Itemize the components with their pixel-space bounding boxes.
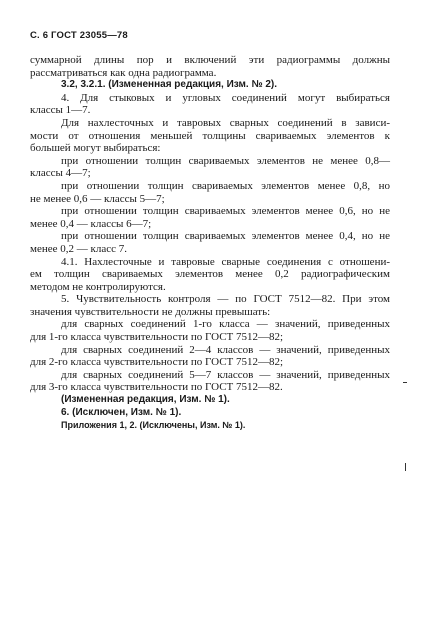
text-line: при отношении толщин свариваемых элементов менее 0,4, но не — [61, 230, 390, 243]
text-line: для 3-го класса чувствительности по ГОСТ 7512—82. — [30, 381, 283, 394]
text-line: 5. Чувствительность контроля — по ГОСТ 7512—82. При этом — [61, 293, 390, 306]
appendix-note: Приложения 1, 2. (Исключены, Изм. № 1). — [61, 420, 246, 431]
amendment-note: 3.2, 3.2.1. (Измененная редакция, Изм. № 2). — [61, 79, 278, 91]
text-line: менее 0,2 — класс 7. — [30, 242, 127, 255]
text-line: большей могут выбираться: — [30, 142, 161, 155]
text-line: ем толщин свариваемых элементов менее 0,2 радиографическим — [30, 268, 390, 281]
text-line: суммарной длины пор и включений эти радиограммы должны — [30, 54, 390, 66]
text-line: мости от отношения меньшей толщины свариваемых элементов к — [30, 129, 390, 142]
margin-mark — [405, 463, 406, 471]
section-excluded: 6. (Исключен, Изм. № 1). — [61, 406, 182, 418]
text-line: при отношении толщин свариваемых элементов не менее 0,8— — [61, 154, 390, 167]
text-line: не менее 0,6 — классы 5—7; — [30, 192, 165, 205]
text-line: методом не контролируются. — [30, 280, 166, 293]
text-line: значения чувствительности не должны превышать: — [30, 305, 271, 318]
margin-mark — [403, 382, 407, 383]
text-line: для 2-го класса чувствительности по ГОСТ 7512—82; — [30, 356, 284, 369]
document-body — [30, 54, 390, 432]
page-header: С. 6 ГОСТ 23055—78 — [30, 30, 128, 41]
text-line: для сварных соединений 5—7 классов — значений, приведенных — [61, 368, 390, 381]
text-line: 4.1. Нахлесточные и тавровые сварные соединения с отношени- — [61, 255, 390, 268]
text-line: менее 0,4 — классы 6—7; — [30, 217, 152, 230]
text-line: для 1-го класса чувствительности по ГОСТ 7512—82; — [30, 331, 284, 344]
text-line: рассматриваться как одна радиограмма. — [30, 66, 217, 79]
text-line: при отношении толщин свариваемых элементов менее 0,8, но — [61, 179, 390, 192]
text-line: при отношении толщин свариваемых элементов менее 0,6, но не — [61, 205, 390, 218]
text-line: для сварных соединений 1-го класса — значений, приведенных — [61, 318, 390, 331]
text-line: Для нахлесточных и тавровых сварных соединений в зависи- — [61, 116, 390, 129]
amendment-note: (Измененная редакция, Изм. № 1). — [61, 394, 230, 406]
text-line: 4. Для стыковых и угловых соединений могут выбираться — [61, 91, 390, 104]
text-line: классы 4—7; — [30, 167, 91, 180]
text-line: классы 1—7. — [30, 104, 91, 117]
text-line: для сварных соединений 2—4 классов — значений, приведенных — [61, 343, 390, 356]
